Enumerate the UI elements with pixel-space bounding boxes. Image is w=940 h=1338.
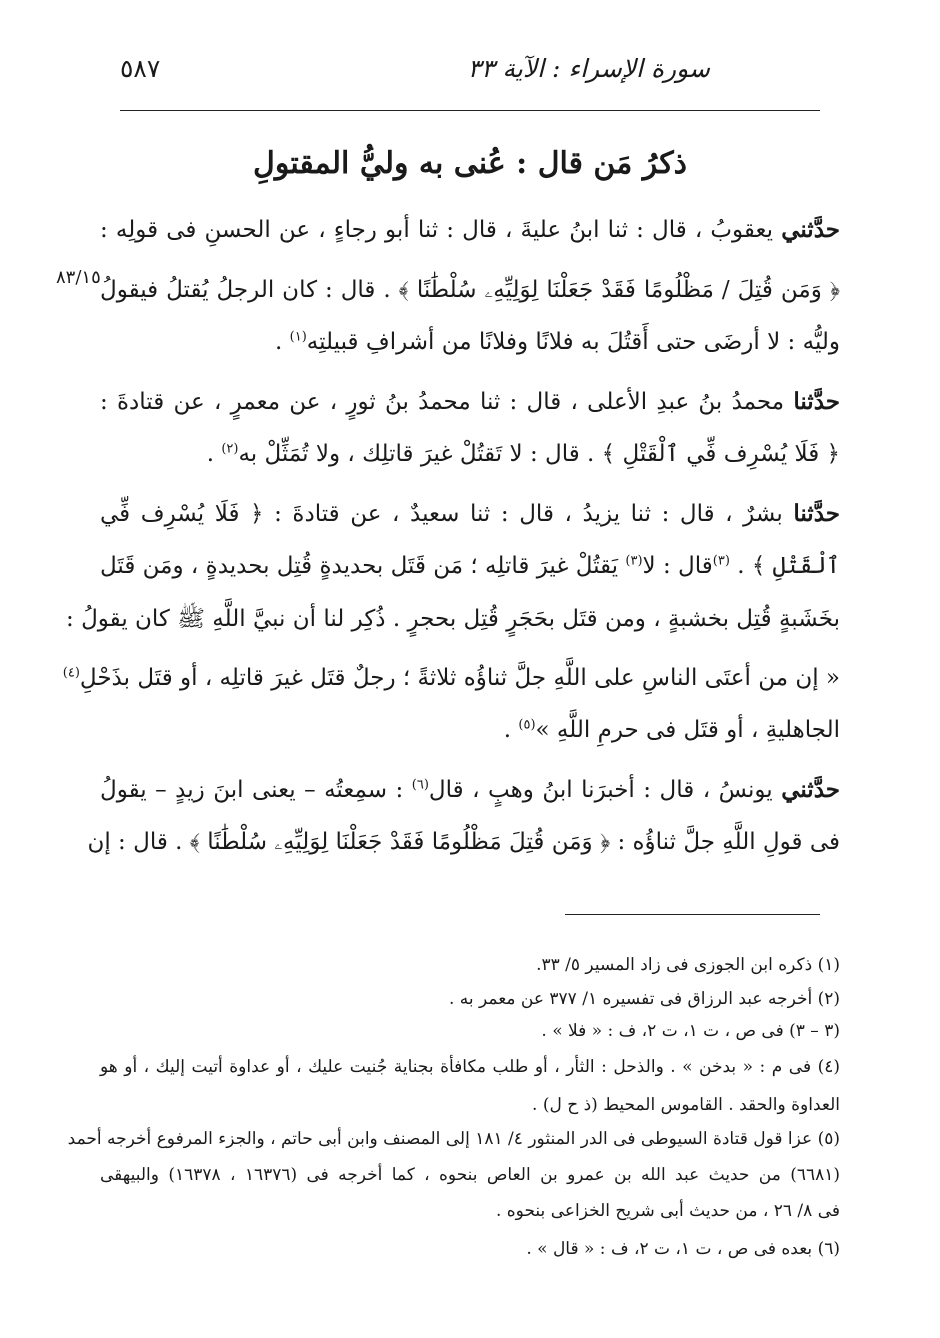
body-line	[100, 212, 840, 248]
text-run: قال : لا	[642, 553, 713, 579]
text-run: « إن من أعتَى الناسِ على اللَّهِ جلَّ ثناؤُه ثلاثةً ؛ رجلٌ قتَل غيرَ قاتلِه ، أو قتَل بذَحْلِ	[79, 665, 840, 691]
narration-lead: حدَّثنا	[793, 500, 840, 527]
text-run: وليُّه : لا أرضَى حتى أَقتُلَ به فلانًا وفلانًا من أشرافِ قبيلتِه	[306, 329, 840, 355]
text-run: : سمِعتُه – يعنى ابنَ زيدٍ – يقولُ	[100, 777, 412, 803]
footnote-ref: (١)	[289, 329, 307, 345]
footnote-ref: (٤)	[62, 665, 80, 681]
footnote-ref: (٣)	[625, 553, 643, 569]
text-run: يَقتُلْ غيرَ قاتلِه ؛ مَن قَتَل بحديدةٍ قُتِل بحديدةٍ ، ومَن قَتَل	[100, 553, 626, 579]
text-run: . قال : كان الرجلُ يُقتلُ فيقولُ	[100, 277, 399, 303]
page-header	[120, 48, 820, 92]
footnote-ref: (٦)	[411, 777, 429, 793]
text-run: فى قولِ اللَّهِ جلَّ ثناؤُه :	[610, 829, 840, 855]
text-run: . قال : لا تَقتُلْ غيرَ قاتلِك ، ولا تُمَثِّلْ به	[238, 441, 602, 467]
body-line	[100, 384, 840, 420]
quran-quote: ﴿ فَلَا يُسْرِف فِّي	[100, 501, 264, 527]
text-run: بخَشَبةٍ قُتِل بخشبةٍ ، ومن قتَل بحَجَرٍ قُتِل بحجرٍ . ذُكِر لنا أن نبيَّ اللَّهِ ﷺ كان يقولُ :	[66, 606, 840, 632]
text-run: .	[206, 441, 222, 467]
text-run: يعقوبُ ، قال : ثنا ابنُ عليةَ ، قال : ثنا أبو رجاءٍ ، عن الحسنِ فى قولِه :	[100, 217, 782, 243]
footnote-line: (٦٦٨١) من حديث عبد الله بن عمرو بن العاص بنحوه ، كما أخرجه فى (١٦٣٧٦ ، ١٦٣٧٨) والبيهقى	[100, 1165, 840, 1185]
footnote-line: (٤) فى م : « بدخن » . والذحل : الثأر ، أو طلب مكافأة بجناية جُنيت عليك ، أو عداوة أتيت إليك ، أو هو	[100, 1057, 840, 1077]
footnote-line: (٥) عزا قول قتادة السيوطى فى الدر المنثور ٤/ ١٨١ إلى المصنف وابن أبى حاتم ، والجزء المرفوع أخرجه أحمد	[67, 1129, 840, 1149]
narration-lead: حدَّثني	[781, 776, 840, 803]
text-run: بشرٌ ، قال : ثنا يزيدُ ، قال : ثنا سعيدٌ ، عن قتادةَ :	[263, 501, 794, 527]
narration-lead: حدَّثنا	[793, 388, 840, 415]
quran-quote: ﴿ فَلَا يُسْرِف فِّي ٱلْقَتْلِ ﴾	[601, 441, 840, 467]
body-line	[100, 772, 840, 808]
body-line	[100, 712, 840, 748]
footnote-line: (١) ذكره ابن الجوزى فى زاد المسير ٥/ ٣٣.	[536, 955, 840, 975]
section-title: ذكرُ مَن قال : عُنى به وليُّ المقتولِ	[253, 146, 687, 181]
footnote-ref: (٣)	[712, 553, 730, 569]
footnote-ref: (٥)	[518, 717, 536, 733]
text-run: . قال : إن	[87, 829, 190, 855]
footnote-line: العداوة والحقد . القاموس المحيط (ذ ح ل) .	[532, 1095, 840, 1115]
body-line	[100, 436, 840, 472]
footnote-line: (٣ – ٣) فى ص ، ت ١، ت ٢، ف : « فلا » .	[541, 1021, 840, 1041]
page-number: ٥٨٧	[120, 54, 161, 83]
footnote-line: (٦) بعده فى ص ، ت ١، ت ٢، ف : « قال » .	[526, 1239, 840, 1259]
quran-quote: ﴿ وَمَن قُتِلَ مَظْلُومًا فَقَدْ جَعَلْنَا لِوَلِيِّهِۦ سُلْطَٰنًا ﴾	[189, 829, 611, 855]
text-run: .	[503, 717, 519, 743]
text-run: محمدُ بنُ عبدِ الأعلى ، قال : ثنا محمدُ بنُ ثورٍ ، عن معمرٍ ، عن قتادةَ :	[100, 389, 794, 415]
body-line	[66, 601, 840, 637]
running-head: سورة الإسراء : الآية ٣٣	[467, 54, 710, 83]
footnote-rule	[565, 914, 820, 915]
narration-lead: حدَّثني	[781, 216, 840, 243]
text-run: الجاهليةِ ، أو قتَل فى حرمِ اللَّهِ »	[535, 717, 840, 743]
margin-note: ٨٣/١٥	[56, 267, 101, 288]
body-line	[100, 272, 840, 308]
text-run: .	[275, 329, 290, 355]
body-line	[100, 496, 840, 532]
body-line	[100, 548, 840, 584]
text-run: .	[729, 553, 752, 579]
body-line	[62, 660, 840, 696]
header-rule	[120, 110, 820, 111]
footnote-line: فى ٨/ ٢٦ ، من حديث أبى شريح الخزاعى بنحوه .	[495, 1201, 840, 1221]
footnote-ref: (٢)	[221, 441, 239, 457]
quran-quote: ٱلْقَتْلِ ﴾	[751, 553, 841, 579]
body-line	[87, 824, 840, 860]
quran-quote: ﴿ وَمَن قُتِلَ / مَظْلُومًا فَقَدْ جَعَلْنَا لِوَلِيِّهِۦ سُلْطَٰنًا ﴾	[398, 277, 840, 303]
footnote-line: (٢) أخرجه عبد الرزاق فى تفسيره ١/ ٣٧٧ عن معمر به .	[448, 989, 840, 1009]
text-run: يونسُ ، قال : أخبرَنا ابنُ وهبٍ ، قال	[428, 777, 782, 803]
body-line	[100, 324, 840, 360]
